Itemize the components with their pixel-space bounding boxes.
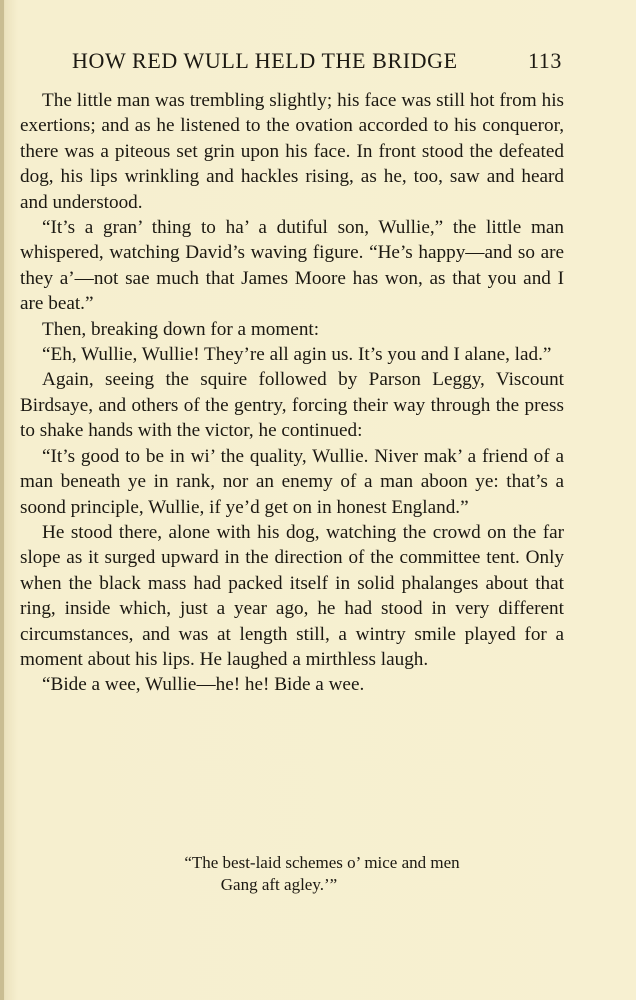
verse-line-1: “The best-laid schemes o’ mice and men: [184, 853, 460, 872]
body-text: [20, 88, 564, 698]
verse-line-2: Gang aft agley.’”: [220, 875, 338, 894]
paragraph-6: “It’s good to be in wi’ the quality, Wullie. Niver mak’ a friend of a man beneath ye in rank, nor an enemy of a man aboon ye: that’s a soond principle, Wullie, if ye’d get on in honest England.”: [20, 445, 564, 518]
paragraph-1: The little man was trembling slightly; his face was still hot from his exertions; and as he listened to the ovation accorded to his conqueror, there was a piteous set grin upon his face. In front stood the defeated dog, his lips wrinkling and hackles rising, as he, too, saw and heard and understood.: [20, 90, 564, 213]
page-number: 113: [528, 48, 562, 73]
paragraph-7: He stood there, alone with his dog, watching the crowd on the far slope as it surged upward in the direction of the committee tent. Only when the black mass had packed itself in solid phalanges about that ring, inside which, just a year ago, he had stood in very different circumstances, and was at length still, a wintry smile played for a moment about his lips. He laughed a mirthless laugh.: [20, 521, 564, 670]
paragraph-5: Again, seeing the squire followed by Parson Leggy, Viscount Birdsaye, and others of the gentry, forcing their way through the press to shake hands with the victor, he continued:: [20, 369, 564, 442]
verse-quote: [20, 852, 564, 896]
paragraph-4: “Eh, Wullie, Wullie! They’re all agin us. It’s you and I alane, lad.”: [42, 344, 552, 366]
paragraph-2: “It’s a gran’ thing to ha’ a dutiful son, Wullie,” the little man whispered, watching David’s waving figure. “He’s happy—and so are they a’—not sae much that James Moore has won, as that you and I are beat.”: [20, 217, 564, 315]
paragraph-3: Then, breaking down for a moment:: [42, 318, 320, 340]
running-header: [72, 48, 562, 82]
paragraph-8: “Bide a wee, Wullie—he! he! Bide a wee.: [42, 674, 365, 696]
chapter-title: HOW RED WULL HELD THE BRIDGE: [72, 48, 458, 73]
page-gutter: [0, 0, 4, 1000]
